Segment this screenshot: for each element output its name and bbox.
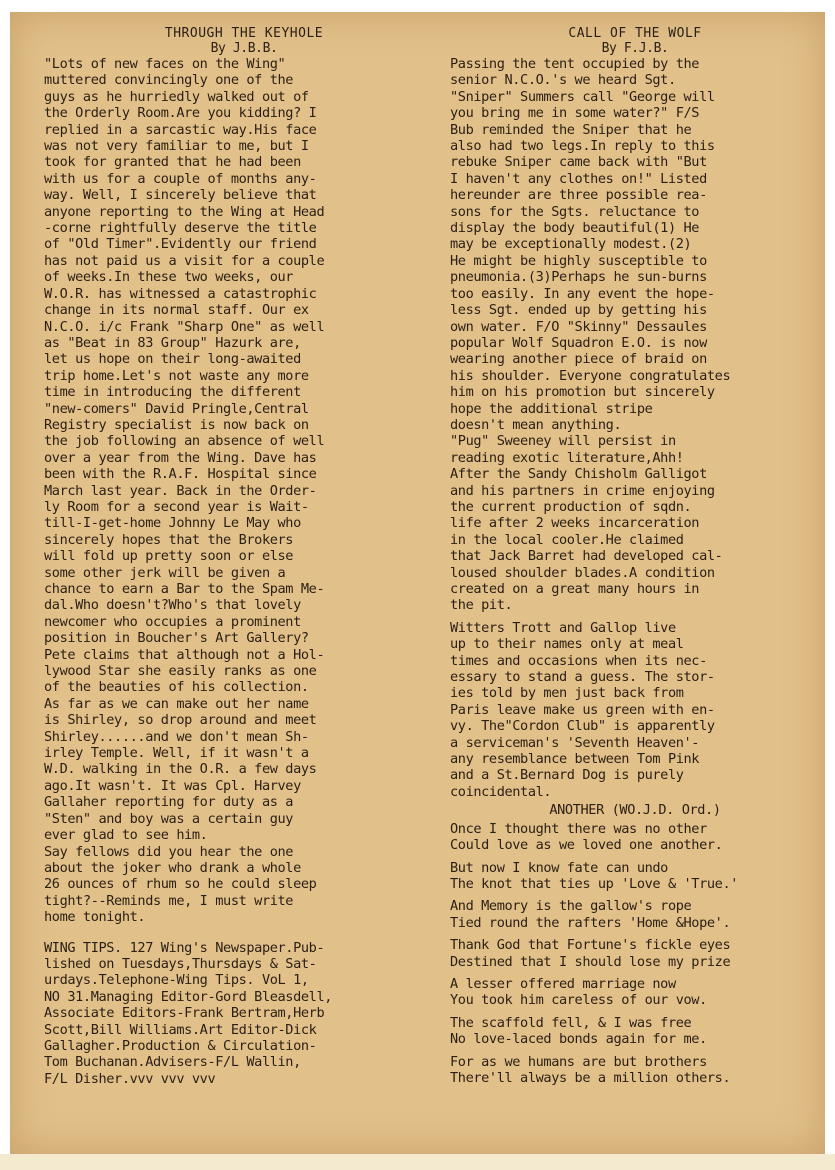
poem-title: ANOTHER (WO.J.D. Ord.)	[549, 802, 721, 819]
poem-stanza: The scaffold fell, & I was free No love-laced bonds again for me.	[450, 1014, 707, 1048]
poem-stanza: Thank God that Fortune's fickle eyes Destined that I should lose my prize	[450, 937, 731, 970]
poem-stanza: And Memory is the gallow's rope Tied round the rafters 'Home &Hope'.	[450, 898, 731, 931]
wolf-paragraph-2: Witters Trott and Gallop live up to their names only at meal times and occasions when its nec- essary to stand a guess. The stor- ies told by men just back from Paris leave make us green with en- vy. The"Cordon Club" is apparently a serviceman's 'Seventh Heaven'- any resemblance between Tom Pink and a St.Bernard Dog is purely coincidental.	[450, 619, 715, 800]
keyhole-paragraph-2: Say fellows did you hear the one about the joker who drank a whole 26 ounces of rhum so he could sleep tight?--Reminds me, I must write home tonight.	[44, 843, 317, 926]
wing-tips-masthead: WING TIPS. 127 Wing's Newspaper.Pub- lished on Tuesdays,Thursdays & Sat- urdays.Telephone-Wing Tips. VoL 1, NO 31.Managing Editor-Gord Bleasdell, Associate Editors-Frank Bertram,Herb Scott,Bill Williams.Art Editor-Dick Gallagher.Production & Circulation- Tom Buchanan.Advisers-F/L Wallin, F/L Disher.vvv vvv vvv	[44, 939, 333, 1087]
headline-through-the-keyhole: THROUGH THE KEYHOLE	[164, 26, 324, 41]
wolf-paragraph-1: Passing the tent occupied by the senior N.C.O.'s we heard Sgt. "Sniper" Summers call "George will you bring me in some water?" F/S Bub reminded the Sniper that he also had two legs.In reply to this rebuke Sniper came back with "But I haven't any clothes on!" Listed hereunder are three possible rea- sons for the Sgts. reluctance to display the body beautiful(1) He may be exceptionally modest.(2) He might be highly susceptible to pneumonia.(3)Perhaps he sun-burns too easily. In any event the hope- less Sgt. ended up by getting his own water. F/O "Skinny" Dessaules popular Wolf Squadron E.O. is now wearing another piece of braid on his shoulder. Everyone congratulates him on his promotion but sincerely hope the additional stripe doesn't mean anything. "Pug" Sweeney will persist in reading exotic literature,Ahh! After the Sandy Chisholm Galligot and his partners in crime enjoying the current production of sqdn. life after 2 weeks incarceration in the local cooler.He claimed that Jack Barret had developed cal- loused shoulder blades.A condition created on a great many hours in the pit.	[450, 56, 731, 614]
keyhole-paragraph-1: "Lots of new faces on the Wing" muttered convincingly one of the guys as he hurriedly walked out of the Orderly Room.Are you kidding? I replied in a sarcastic way.His face was not very familiar to me, but I took for granted that he had been with us for a couple of months any- way. Well, I sincerely believe that anyone reporting to the Wing at Head -corne rightfully deserve the title of "Old Timer".Evidently our friend has not paid us a visit for a couple of weeks.In these two weeks, our W.O.R. has witnessed a catastrophic change in its normal staff. Our ex N.C.O. i/c Frank "Sharp One" as well as "Beat in 83 Group" Hazurk are, let us hope on their long-awaited trip home.Let's not waste any more time in introducing the different "new-comers" David Pringle,Central Registry specialist is now back on the job following an absence of well over a year from the Wing. Dave has been with the R.A.F. Hospital since March last year. Back in the Order- ly Room for a second year is Wait- till-I-get-home Johnny Le May who sincerely hopes that the Brokers will fold up pretty soon or else some other jerk will be given a chance to earn a Bar to the Spam Me- dal.Who doesn't?Who's that lovely newcomer who occupies a prominent position in Boucher's Art Gallery? Pete claims that although not a Hol- lywood Star she easily ranks as one of the beauties of his collection. As far as we can make out her name is Shirley, so drop around and meet Shirley......and we don't mean Sh- irley Temple. Well, if it wasn't a W.D. walking in the O.R. a few days ago.It wasn't. It was Cpl. Harvey Gallaher reporting for duty as a "Sten" and boy was a certain guy ever glad to see him.	[44, 56, 325, 844]
byline-right: By F.J.B.	[601, 41, 669, 56]
right-column	[450, 26, 820, 1092]
left-column	[44, 26, 444, 1087]
poem-stanza: But now I know fate can undo The knot that ties up 'Love & 'True.'	[450, 859, 739, 892]
poem-stanza: Once I thought there was no other Could love as we loved one another.	[450, 820, 723, 854]
byline-left: By J.B.B.	[210, 41, 278, 56]
headline-call-of-the-wolf: CALL OF THE WOLF	[568, 26, 702, 41]
poem-stanza: A lesser offered marriage now You took him careless of our vow.	[450, 975, 707, 1009]
newspaper-page	[10, 12, 825, 1154]
scan-bottom-edge	[0, 1154, 835, 1170]
poem-stanza: For as we humans are but brothers There'll always be a million others.	[450, 1053, 731, 1086]
